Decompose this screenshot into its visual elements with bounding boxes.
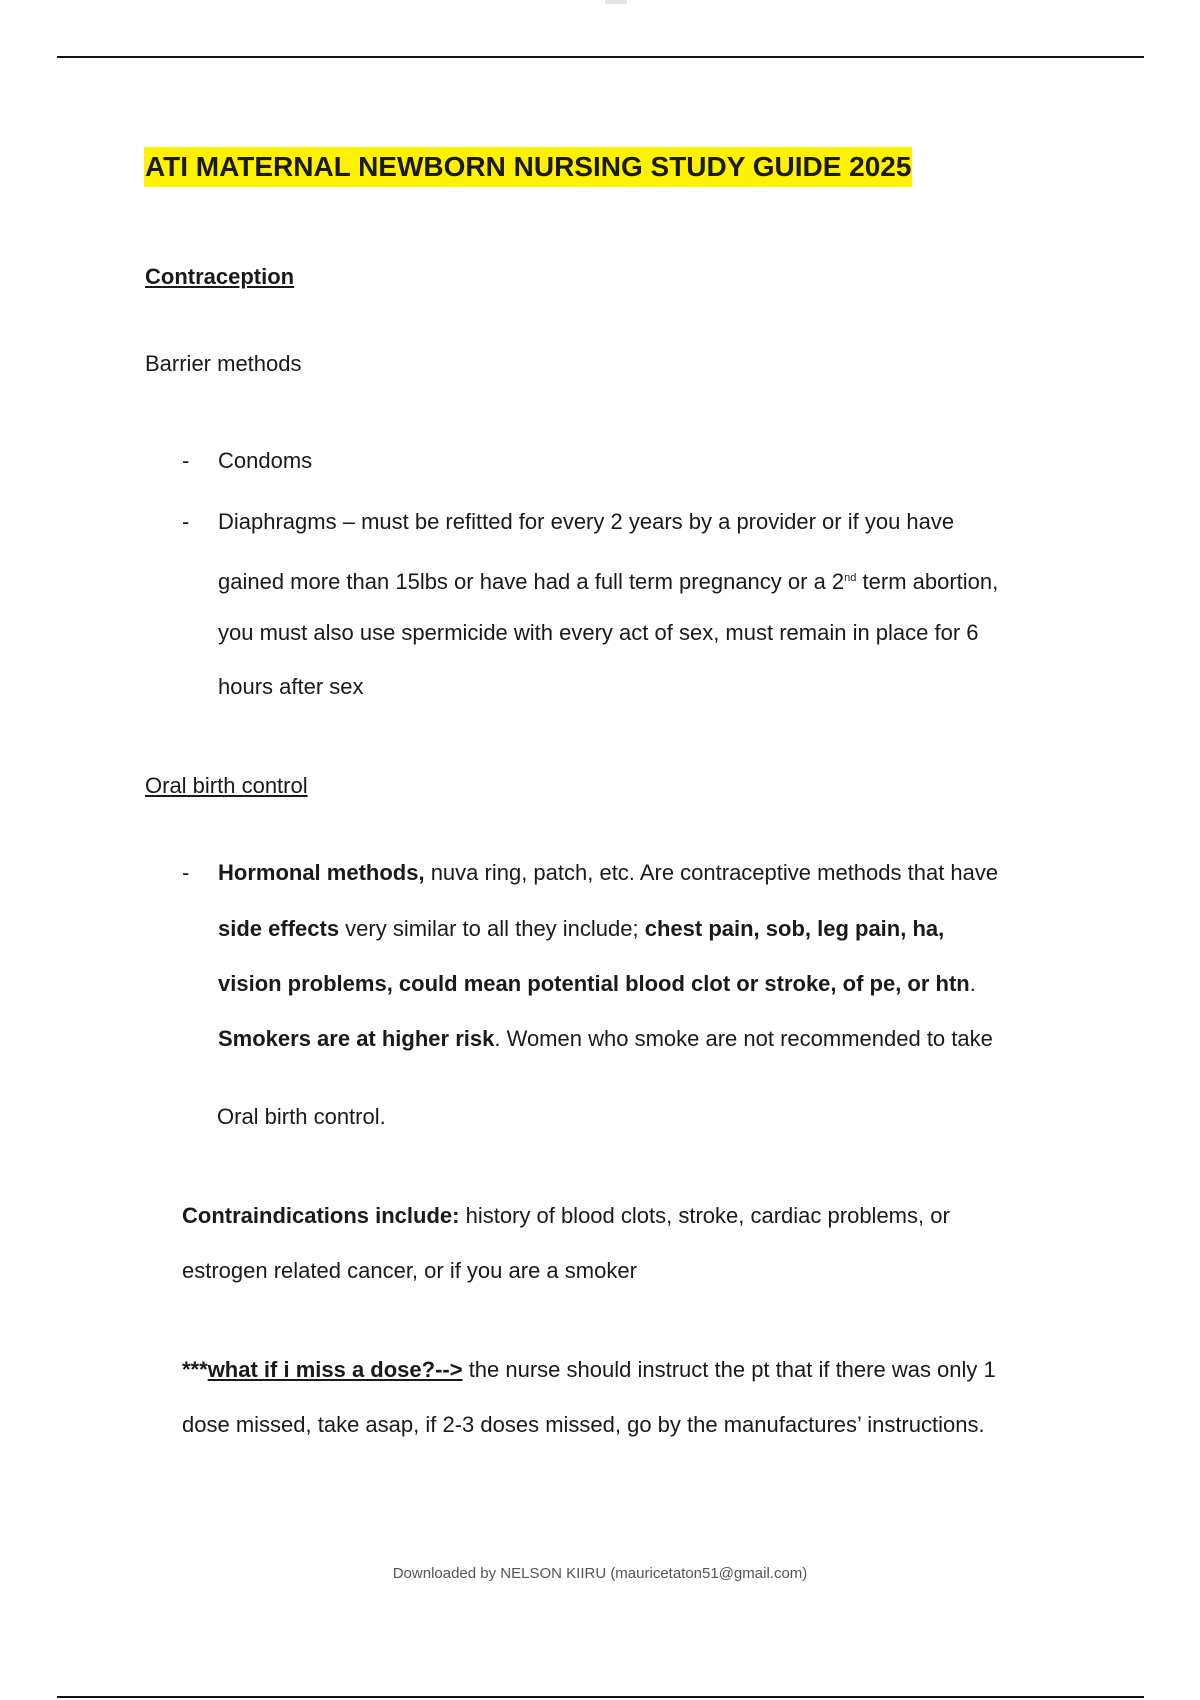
download-footer: Downloaded by NELSON KIIRU (mauricetaton51@gmail.com) — [392, 1565, 808, 1582]
missed-dose-line-1: ***what if i miss a dose?--> the nurse should instruct the pt that if there was only 1 — [182, 1357, 996, 1382]
hormonal-line-4: Smokers are at higher risk. Women who smoke are not recommended to take — [218, 1026, 993, 1051]
top-rule — [57, 56, 1144, 58]
section-heading-contraception: Contraception — [145, 264, 295, 289]
hormonal-line-2: side effects very similar to all they include; chest pain, sob, leg pain, ha, — [218, 916, 945, 941]
barrier-methods-heading: Barrier methods — [145, 351, 302, 376]
missed-dose-line-2: dose missed, take asap, if 2-3 doses missed, go by the manufactures’ instructions. — [182, 1412, 985, 1437]
contraindications-line-1: Contraindications include: history of blood clots, stroke, cardiac problems, or — [182, 1203, 950, 1228]
bullet-dash: - — [182, 509, 190, 534]
diaphragms-line-2: gained more than 15lbs or have had a full term pregnancy or a 2nd term abortion, — [218, 569, 999, 594]
hormonal-line-1: Hormonal methods, nuva ring, patch, etc. Are contraceptive methods that have — [218, 860, 999, 885]
bottom-rule — [57, 1696, 1144, 1698]
oral-birth-control-heading: Oral birth control — [145, 773, 308, 798]
diaphragms-line-4: hours after sex — [218, 674, 364, 699]
bullet-dash: - — [182, 860, 190, 885]
list-item-condoms: Condoms — [218, 448, 313, 473]
document-title: ATI MATERNAL NEWBORN NURSING STUDY GUIDE 2025 — [144, 147, 912, 187]
hormonal-line-5: Oral birth control. — [217, 1104, 386, 1129]
hormonal-line-3: vision problems, could mean potential blood clot or stroke, of pe, or htn. — [218, 971, 976, 996]
diaphragms-line-3: you must also use spermicide with every act of sex, must remain in place for 6 — [218, 620, 979, 645]
contraindications-line-2: estrogen related cancer, or if you are a smoker — [182, 1258, 637, 1283]
bullet-dash: - — [182, 448, 190, 473]
diaphragms-line-1: Diaphragms – must be refitted for every 2 years by a provider or if you have — [218, 509, 955, 534]
page-top-marker — [605, 0, 627, 4]
